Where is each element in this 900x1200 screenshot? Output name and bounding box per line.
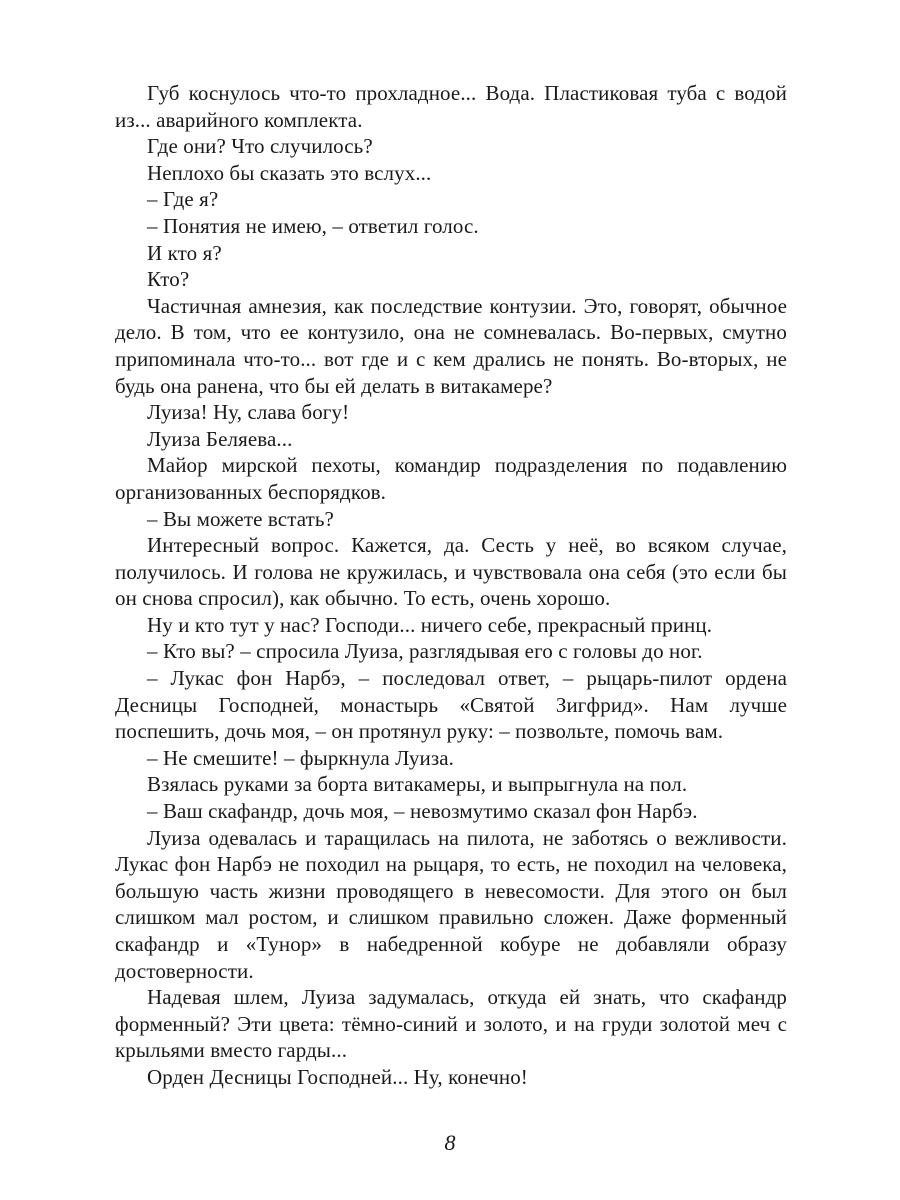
paragraph: Неплохо бы сказать это вслух...	[147, 160, 432, 185]
paragraph: Интересный вопрос. Кажется, да. Сесть у неё, во всяком случае, получилось. И голова не кружилась, и чувствовала она себя (это если бы он снова спросил), как обычно. То есть, очень хорошо.	[115, 533, 787, 611]
paragraph: Орден Десницы Господней... Ну, конечно!	[147, 1064, 528, 1089]
paragraph: – Ваш скафандр, дочь моя, – невозмутимо сказал фон Нарбэ.	[147, 799, 698, 824]
paragraph: Частичная амнезия, как последствие контузии. Это, говорят, обычное дело. В том, что ее контузило, она не сомневалась. Во-первых, смутно припоминала что-то... вот где и с кем дрались не понять. Во-вторых, не будь она ранена, что бы ей делать в витакамере?	[115, 293, 787, 398]
paragraph: Надевая шлем, Луиза задумалась, откуда ей знать, что скафандр форменный? Эти цвета: тёмно-синий и золото, и на груди золотой меч с крыльями вместо гарды...	[115, 985, 787, 1063]
paragraph: Губ коснулось что-то прохладное... Вода. Пластиковая туба с водой из... аварийного комплекта.	[115, 81, 787, 132]
paragraph: – Вы можете встать?	[147, 506, 334, 531]
paragraph: Луиза одевалась и таращилась на пилота, не заботясь о вежливости. Лукас фон Нарбэ не походил на рыцаря, то есть, не походил на человека, большую часть жизни проводящего в невесомости. Для этого он был слишком мал ростом, и слишком правильно сложен. Даже форменный скафандр и «Тунор» в набедренной кобуре не добавляли образу достоверности.	[115, 825, 787, 983]
paragraph: Луиза Беляева...	[147, 426, 293, 451]
book-page-text	[115, 80, 787, 1091]
paragraph: – Лукас фон Нарбэ, – последовал ответ, – рыцарь-пилот ордена Десницы Господней, монастырь «Святой Зигфрид». Нам лучше поспешить, дочь моя, – он протянул руку: – позвольте, помочь вам.	[115, 666, 787, 744]
paragraph: Луиза! Ну, слава богу!	[147, 400, 350, 425]
paragraph: Ну и кто тут у нас? Господи... ничего себе, прекрасный принц.	[147, 612, 713, 637]
paragraph: Взялась руками за борта витакамеры, и выпрыгнула на пол.	[147, 772, 688, 797]
page-number: 8	[444, 1130, 456, 1155]
paragraph: Кто?	[147, 267, 190, 292]
paragraph: И кто я?	[147, 240, 222, 265]
paragraph: Где они? Что случилось?	[147, 134, 373, 159]
paragraph: Майор мирской пехоты, командир подразделения по подавлению организованных беспорядков.	[115, 453, 787, 504]
paragraph: – Понятия не имею, – ответил голос.	[147, 213, 479, 238]
paragraph: – Кто вы? – спросила Луиза, разглядывая его с головы до ног.	[147, 639, 703, 664]
paragraph: – Где я?	[147, 187, 219, 212]
paragraph: – Не смешите! – фыркнула Луиза.	[147, 745, 455, 770]
